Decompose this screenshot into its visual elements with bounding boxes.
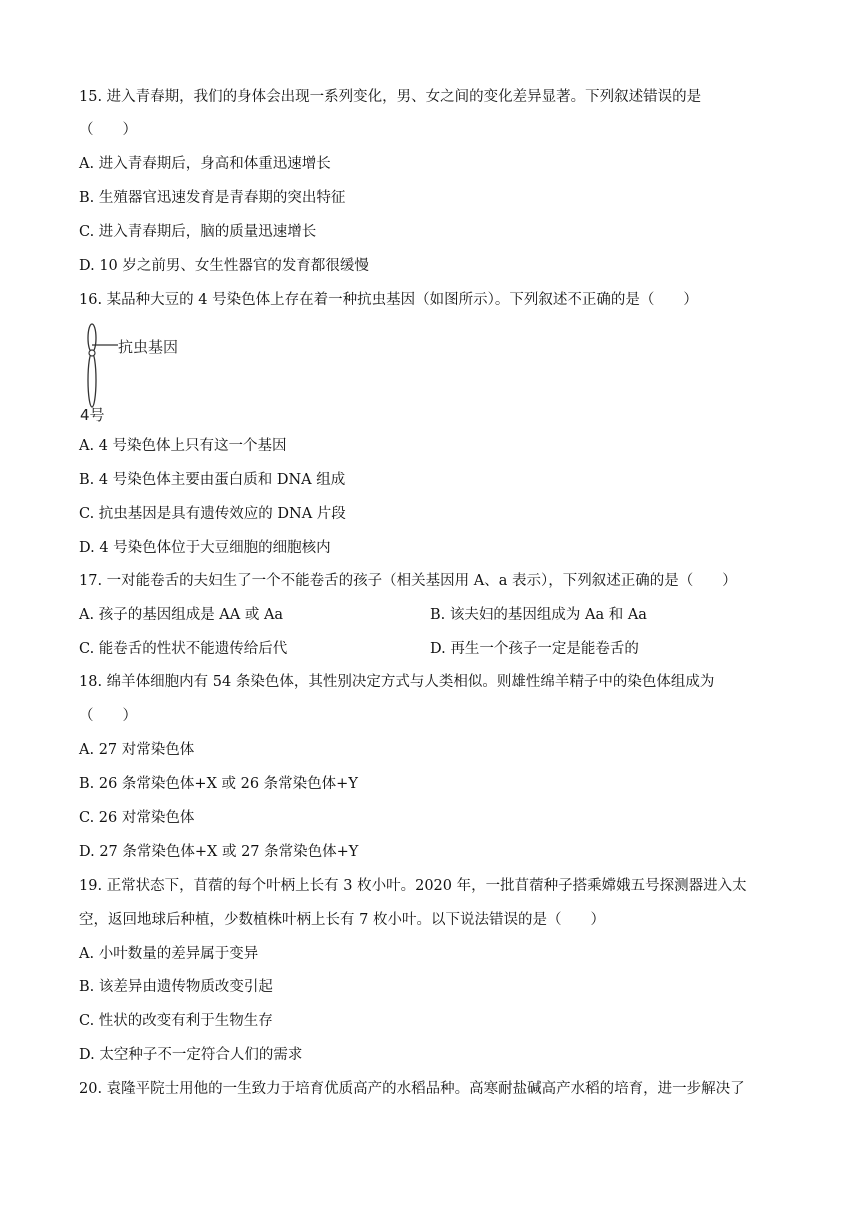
q15-option-a: A. 进入青春期后，身高和体重迅速增长 <box>79 156 331 172</box>
q15-stem: 15. 进入青春期，我们的身体会出现一系列变化，男、女之间的变化差异显著。下列叙述错误的是 <box>79 89 702 105</box>
q16-option-a: A. 4 号染色体上只有这一个基因 <box>79 438 287 454</box>
q17-option-c: C. 能卷舌的性状不能遗传给后代 <box>79 641 288 657</box>
q15-answer-blank: （ ） <box>79 122 137 138</box>
q19-option-a: A. 小叶数量的差异属于变异 <box>79 946 259 962</box>
q15-option-b: B. 生殖器官迅速发育是青春期的突出特征 <box>79 190 346 206</box>
q18-stem: 18. 绵羊体细胞内有 54 条染色体，其性别决定方式与人类相似。则雄性绵羊精子中的染色体组成为 <box>79 674 715 690</box>
q18-answer-blank: （ ） <box>79 708 137 724</box>
q17-stem: 17. 一对能卷舌的夫妇生了一个不能卷舌的孩子（相关基因用 A、a 表示），下列叙述正确的是（ ） <box>79 573 737 589</box>
q19-option-c: C. 性状的改变有利于生物生存 <box>79 1013 273 1029</box>
q16-option-b: B. 4 号染色体主要由蛋白质和 DNA 组成 <box>79 472 346 488</box>
q17-option-a: A. 孩子的基因组成是 AA 或 Aa <box>79 607 284 623</box>
gene-label: 抗虫基因 <box>118 338 179 356</box>
q18-option-d: D. 27 条常染色体+X 或 27 条常染色体+Y <box>79 844 359 860</box>
q19-stem-line1: 19. 正常状态下，苜蓿的每个叶柄上长有 3 枚小叶。2020 年，一批苜蓿种子搭乘嫦娥五号探测器进入太 <box>79 878 747 894</box>
q19-option-d: D. 太空种子不一定符合人们的需求 <box>79 1047 303 1063</box>
chromosome-number-label: 4号 <box>80 406 105 424</box>
q16-option-c: C. 抗虫基因是具有遗传效应的 DNA 片段 <box>79 506 346 522</box>
q17-option-b: B. 该夫妇的基因组成为 Aa 和 Aa <box>430 607 647 623</box>
q18-option-a: A. 27 对常染色体 <box>79 742 195 758</box>
q20-stem: 20. 袁隆平院士用他的一生致力于培育优质高产的水稻品种。高寒耐盐碱高产水稻的培育，进一步解决了 <box>79 1081 745 1097</box>
q19-stem-line2: 空，返回地球后种植，少数植株叶柄上长有 7 枚小叶。以下说法错误的是（ ） <box>79 912 605 928</box>
q18-option-c: C. 26 对常染色体 <box>79 810 195 826</box>
q17-option-d: D. 再生一个孩子一定是能卷舌的 <box>430 641 639 657</box>
chromosome-figure <box>80 322 200 422</box>
q16-stem: 16. 某品种大豆的 4 号染色体上存在着一种抗虫基因（如图所示）。下列叙述不正确的是（ ） <box>79 292 698 308</box>
q16-option-d: D. 4 号染色体位于大豆细胞的细胞核内 <box>79 540 331 556</box>
q18-option-b: B. 26 条常染色体+X 或 26 条常染色体+Y <box>79 776 358 792</box>
q15-option-d: D. 10 岁之前男、女生性器官的发育都很缓慢 <box>79 258 369 274</box>
q19-option-b: B. 该差异由遗传物质改变引起 <box>79 979 273 995</box>
q15-option-c: C. 进入青春期后，脑的质量迅速增长 <box>79 224 317 240</box>
